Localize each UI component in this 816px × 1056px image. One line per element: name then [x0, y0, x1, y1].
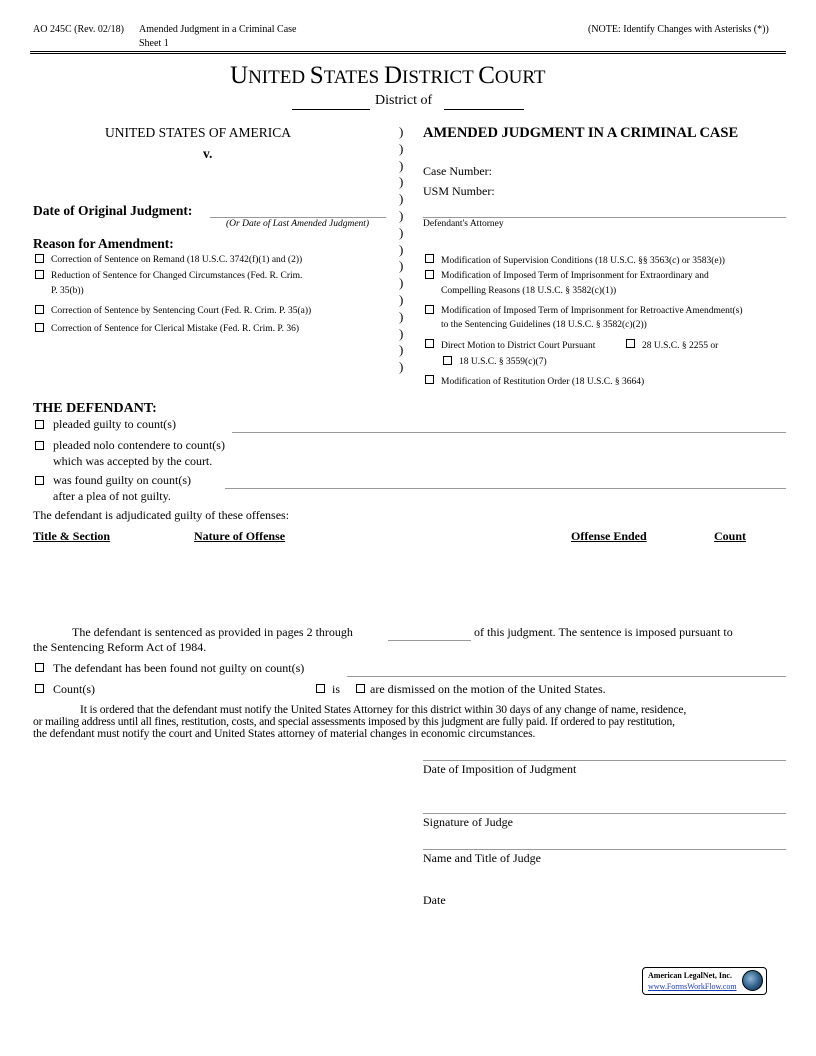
case-number-label: Case Number:: [423, 164, 492, 178]
col-offense-ended: Offense Ended: [571, 529, 647, 543]
reason-reduction: Reduction of Sentence for Changed Circumstances (Fed. R. Crim.: [51, 271, 303, 281]
checkbox-extraordinary[interactable]: [425, 270, 434, 279]
sheet-number: Sheet 1: [139, 38, 169, 49]
reason-reduction-cont: P. 35(b)): [51, 286, 84, 296]
checkbox-restitution[interactable]: [425, 375, 434, 384]
reason-retroactive: Modification of Imposed Term of Imprisonment for Retroactive Amendment(s): [441, 306, 743, 316]
caption-parens: ) ) ) ) ) ) ) ) ) ) ) ) ) ) ): [399, 124, 404, 375]
district-blank-left[interactable]: [292, 109, 370, 110]
is-label: is: [332, 682, 341, 696]
not-guilty-label: The defendant has been found not guilty on count(s): [53, 661, 305, 675]
sentence-text-a: The defendant is sentenced as provided in pages 2 through: [72, 625, 353, 639]
district-label: District of: [375, 93, 433, 108]
note-asterisks: (NOTE: Identify Changes with Asterisks (*)): [588, 24, 769, 35]
american-legalnet-logo[interactable]: [642, 967, 767, 995]
form-title: Amended Judgment in a Criminal Case: [139, 24, 297, 35]
form-id: AO 245C (Rev. 02/18): [33, 24, 125, 35]
plaintiff-name: UNITED STATES OF AMERICA: [105, 125, 292, 140]
signature-judge-label: Signature of Judge: [423, 815, 513, 829]
court-title: UNITED STATES DISTRICT COURT: [230, 62, 546, 89]
adjudicated-text: The defendant is adjudicated guilty of these offenses:: [33, 508, 290, 522]
header-rule: [30, 51, 786, 54]
checkbox-sentencing-court[interactable]: [35, 305, 44, 314]
sentence-text-c: the Sentencing Reform Act of 1984.: [33, 640, 207, 654]
reason-restitution: Modification of Restitution Order (18 U.S.C. § 3664): [441, 377, 645, 387]
signature-judge-field[interactable]: [423, 813, 786, 814]
reason-sentencing-court: Correction of Sentence by Sentencing Court (Fed. R. Crim. P. 35(a)): [51, 306, 312, 316]
col-count: Count: [714, 529, 747, 543]
reason-remand: Correction of Sentence on Remand (18 U.S.C. 3742(f)(1) and (2)): [51, 255, 303, 265]
date-imposition-label: Date of Imposition of Judgment: [423, 762, 577, 776]
order-text-2: or mailing address until all fines, restitution, costs, and special assessments imposed by this judgment are fully paid. If ordered to pay restitution,: [33, 715, 675, 728]
original-judgment-label: Date of Original Judgment:: [33, 203, 193, 218]
date-imposition-field[interactable]: [423, 760, 786, 761]
counts-field[interactable]: [102, 696, 312, 697]
found-guilty-label: was found guilty on count(s): [53, 473, 191, 487]
usm-number-label: USM Number:: [423, 184, 495, 198]
name-title-judge-field[interactable]: [423, 849, 786, 850]
col-nature-offense: Nature of Offense: [194, 529, 286, 543]
name-title-judge-label: Name and Title of Judge: [423, 851, 541, 865]
checkbox-retroactive[interactable]: [425, 305, 434, 314]
logo-url-link[interactable]: www.FormsWorkFlow.com: [648, 982, 737, 991]
checkbox-not-guilty[interactable]: [35, 663, 44, 672]
checkbox-clerical[interactable]: [35, 323, 44, 332]
nolo-label: pleaded nolo contendere to count(s): [53, 438, 225, 452]
date-field[interactable]: [423, 891, 786, 892]
original-judgment-note: (Or Date of Last Amended Judgment): [226, 219, 370, 229]
counts-label: Count(s): [53, 682, 95, 696]
checkbox-remand[interactable]: [35, 254, 44, 263]
date-label: Date: [423, 893, 446, 907]
original-judgment-field[interactable]: [210, 217, 386, 218]
reason-heading: Reason for Amendment:: [33, 236, 174, 251]
not-guilty-field[interactable]: [347, 676, 786, 677]
defendant-attorney-field[interactable]: [423, 217, 786, 218]
checkbox-reduction[interactable]: [35, 270, 44, 279]
checkbox-3559[interactable]: [443, 356, 452, 365]
reason-extraordinary-cont: Compelling Reasons (18 U.S.C. § 3582(c)(1)): [441, 286, 617, 296]
pleaded-guilty-label: pleaded guilty to count(s): [53, 417, 176, 431]
checkbox-2255[interactable]: [626, 339, 635, 348]
reason-clerical: Correction of Sentence for Clerical Mistake (Fed. R. Crim. P. 36): [51, 324, 300, 334]
defendant-heading: THE DEFENDANT:: [33, 401, 157, 416]
versus: v.: [203, 146, 213, 161]
document-title: AMENDED JUDGMENT IN A CRIMINAL CASE: [423, 125, 739, 141]
col-title-section: Title & Section: [33, 529, 111, 543]
reason-supervision: Modification of Supervision Conditions (18 U.S.C. §§ 3563(c) or 3583(e)): [441, 256, 725, 266]
reason-3559: 18 U.S.C. § 3559(c)(7): [459, 357, 547, 367]
sentence-text-b: of this judgment. The sentence is imposed pursuant to: [474, 625, 733, 639]
reason-2255: 28 U.S.C. § 2255 or: [642, 341, 719, 351]
checkbox-found-guilty[interactable]: [35, 476, 44, 485]
reason-extraordinary: Modification of Imposed Term of Imprisonment for Extraordinary and: [441, 271, 709, 281]
checkbox-nolo[interactable]: [35, 441, 44, 450]
pages-through-field[interactable]: [388, 640, 471, 641]
logo-company-name: American LegalNet, Inc.: [648, 971, 732, 980]
checkbox-supervision[interactable]: [425, 254, 434, 263]
order-text-1: It is ordered that the defendant must notify the United States Attorney for this district within 30 days of any change of name, residence,: [80, 703, 687, 716]
reason-direct-motion: Direct Motion to District Court Pursuant: [441, 341, 596, 351]
checkbox-are[interactable]: [356, 684, 365, 693]
checkbox-pleaded-guilty[interactable]: [35, 420, 44, 429]
checkbox-is[interactable]: [316, 684, 325, 693]
checkbox-direct-motion[interactable]: [425, 339, 434, 348]
checkbox-counts[interactable]: [35, 684, 44, 693]
globe-icon: [742, 970, 763, 991]
case-number-field[interactable]: [505, 179, 785, 180]
district-blank-right[interactable]: [444, 109, 524, 110]
reason-retroactive-cont: to the Sentencing Guidelines (18 U.S.C. § 3582(c)(2)): [441, 320, 647, 330]
found-guilty-field[interactable]: [225, 488, 786, 489]
pleaded-guilty-field[interactable]: [232, 432, 786, 433]
after-plea-label: after a plea of not guilty.: [53, 489, 171, 503]
are-dismissed-label: are dismissed on the motion of the United States.: [370, 682, 606, 696]
nolo-accepted: which was accepted by the court.: [53, 454, 213, 468]
defendant-attorney-label: Defendant's Attorney: [423, 219, 504, 229]
order-text-3: the defendant must notify the court and United States attorney of material changes in economic circumstances.: [33, 727, 536, 740]
